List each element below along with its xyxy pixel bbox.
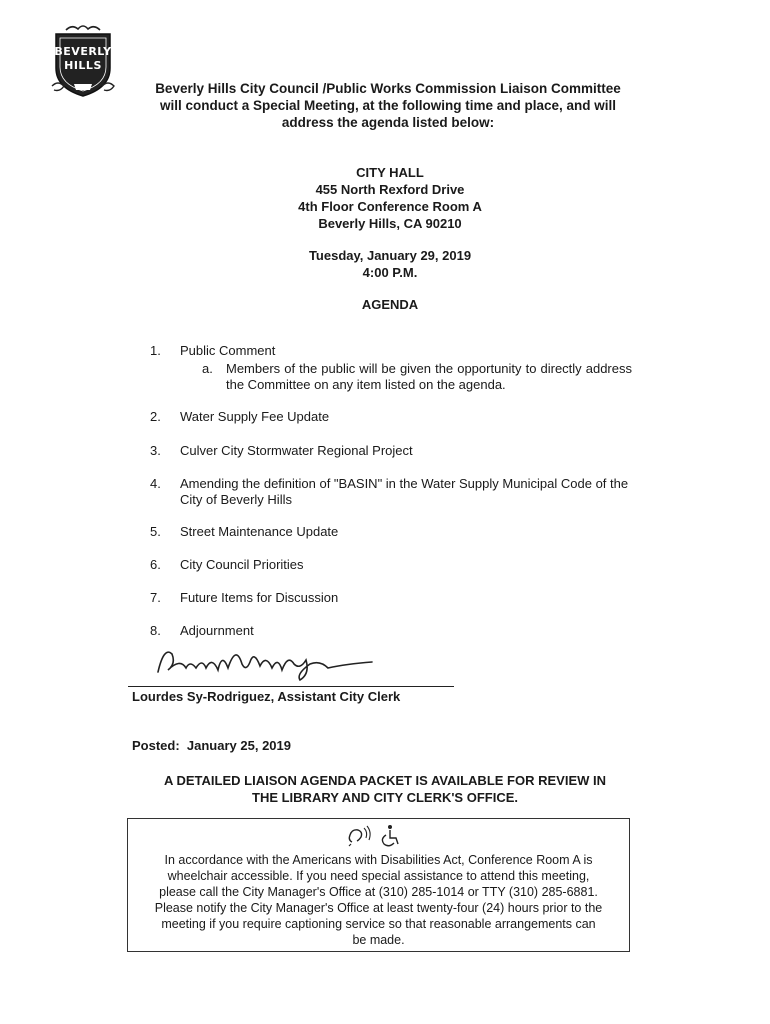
agenda-item-number: 5. xyxy=(150,524,161,539)
ada-line-4: Please notify the City Manager's Office at least twenty-four (24) hours prior to the xyxy=(154,901,603,915)
ada-line-5: meeting if you require captioning service so that reasonable arrangements can xyxy=(161,917,596,931)
agenda-item-text: Adjournment xyxy=(180,623,254,638)
agenda-item-number: 3. xyxy=(150,443,161,458)
venue-name: CITY HALL xyxy=(356,165,424,180)
wheelchair-icon xyxy=(382,825,398,846)
announcement-line-3: address the agenda listed below: xyxy=(281,115,495,130)
agenda-item-text: Future Items for Discussion xyxy=(180,590,339,605)
announcement-line-2: will conduct a Special Meeting, at the following time and place, and will xyxy=(159,98,617,113)
seal-text-hills: HILLS xyxy=(64,59,102,72)
agenda-heading: AGENDA xyxy=(361,297,419,312)
agenda-item-text: City Council Priorities xyxy=(180,557,304,572)
agenda-item-number: 7. xyxy=(150,590,161,605)
meeting-date: Tuesday, January 29, 2019 xyxy=(308,248,472,263)
seal-text-beverly: BEVERLY xyxy=(54,45,112,58)
ada-notice-text xyxy=(132,852,625,948)
accessibility-icons xyxy=(338,824,418,848)
meeting-announcement xyxy=(148,80,628,131)
venue-street: 455 North Rexford Drive xyxy=(315,182,465,197)
posted-value: January 25, 2019 xyxy=(186,738,291,753)
announcement-line-1: Beverly Hills City Council /Public Works Commission Liaison Committee xyxy=(155,81,621,96)
agenda-item-text: Culver City Stormwater Regional Project xyxy=(180,443,413,458)
agenda-item-number: 2. xyxy=(150,409,161,424)
agenda-item-text: Street Maintenance Update xyxy=(180,524,339,539)
agenda-item-text: Amending the definition of "BASIN" in the Water Supply Municipal Code of the City of Beverly Hills xyxy=(180,476,629,507)
ada-notice-box xyxy=(127,818,630,952)
ada-line-1: In accordance with the Americans with Disabilities Act, Conference Room A is xyxy=(164,853,593,867)
meeting-time: 4:00 P.M. xyxy=(362,265,418,280)
city-seal-logo xyxy=(46,22,120,102)
packet-line-1: A DETAILED LIAISON AGENDA PACKET IS AVAILABLE FOR REVIEW IN xyxy=(163,773,606,788)
agenda-item-number: 4. xyxy=(150,476,161,491)
posted-label: Posted: xyxy=(132,738,180,753)
venue-address xyxy=(230,164,550,232)
hearing-assistance-icon xyxy=(349,826,370,846)
packet-availability-notice xyxy=(130,772,640,806)
agenda-item-number: 8. xyxy=(150,623,161,638)
venue-city: Beverly Hills, CA 90210 xyxy=(318,216,462,231)
packet-line-2: THE LIBRARY AND CITY CLERK'S OFFICE. xyxy=(252,790,518,805)
subitem-letter: a. xyxy=(202,361,213,376)
posted-date xyxy=(132,738,291,753)
agenda-item-text: Water Supply Fee Update xyxy=(180,409,330,424)
signatory-name: Lourdes Sy-Rodriguez, Assistant City Clerk xyxy=(132,689,401,704)
ada-line-6: be made. xyxy=(352,933,405,947)
subitem-text: Members of the public will be given the opportunity to directly address the Committee on any item listed on the agenda. xyxy=(226,361,632,392)
agenda-subitem-a xyxy=(202,361,632,392)
agenda-item-number: 1. xyxy=(150,343,161,358)
agenda-item-number: 6. xyxy=(150,557,161,572)
signature-line xyxy=(128,686,454,687)
venue-room: 4th Floor Conference Room A xyxy=(298,199,482,214)
meeting-datetime xyxy=(230,247,550,281)
handwritten-signature xyxy=(150,634,380,684)
agenda-item-text: Public Comment xyxy=(180,343,276,358)
ada-line-3: please call the City Manager's Office at (310) 285-1014 or TTY (310) 285-6881. xyxy=(159,885,598,899)
ada-line-2: wheelchair accessible. If you need special assistance to attend this meeting, xyxy=(167,869,590,883)
